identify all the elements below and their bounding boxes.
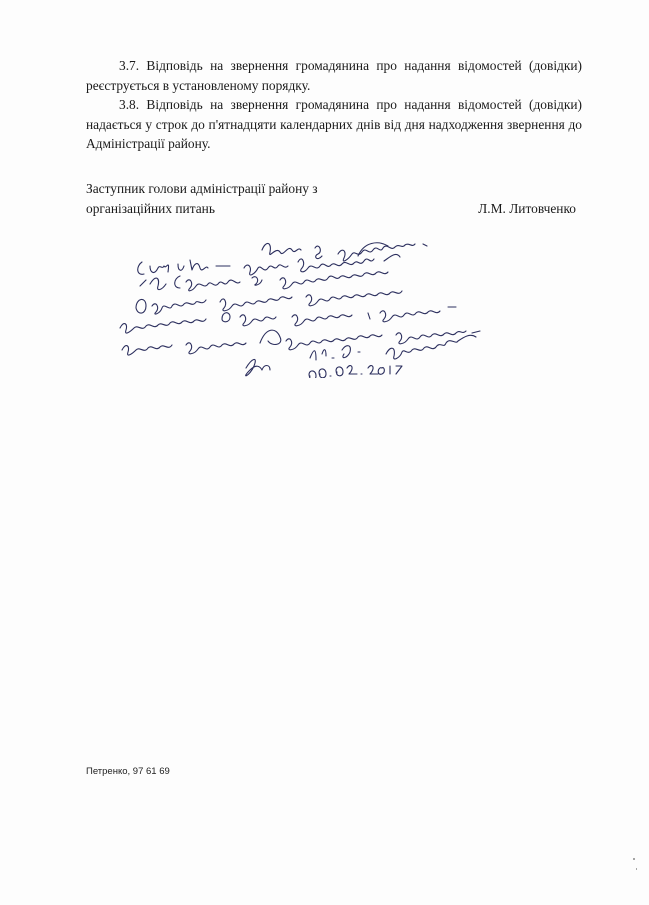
paragraph-3-7-text: 3.7. Відповідь на звернення громадянина про надання відомостей (довідки) реєструється в установленому порядку.	[86, 58, 582, 93]
signer-row	[86, 199, 582, 219]
scan-speck	[636, 868, 637, 870]
signature-block	[86, 179, 582, 218]
scan-speck	[633, 858, 635, 860]
signer-position-line2: організаційних питань	[86, 200, 215, 216]
handwritten-certification-graphic	[110, 228, 580, 378]
handwritten-certification	[110, 228, 580, 378]
signer-name: Л.М. Литовченко	[478, 200, 576, 216]
signer-position-line1: Заступник голови адміністрації району з	[86, 181, 318, 196]
executor-footer: Петренко, 97 61 69	[86, 766, 170, 777]
paragraph-3-8-text: 3.8. Відповідь на звернення громадянина про надання відомостей (довідки) надається у строк до п'ятнадцяти календарних днів від дня надходження звернення до Адміністрації району.	[86, 97, 582, 151]
paragraph-3-7	[86, 56, 582, 95]
paragraph-3-8	[86, 95, 582, 154]
